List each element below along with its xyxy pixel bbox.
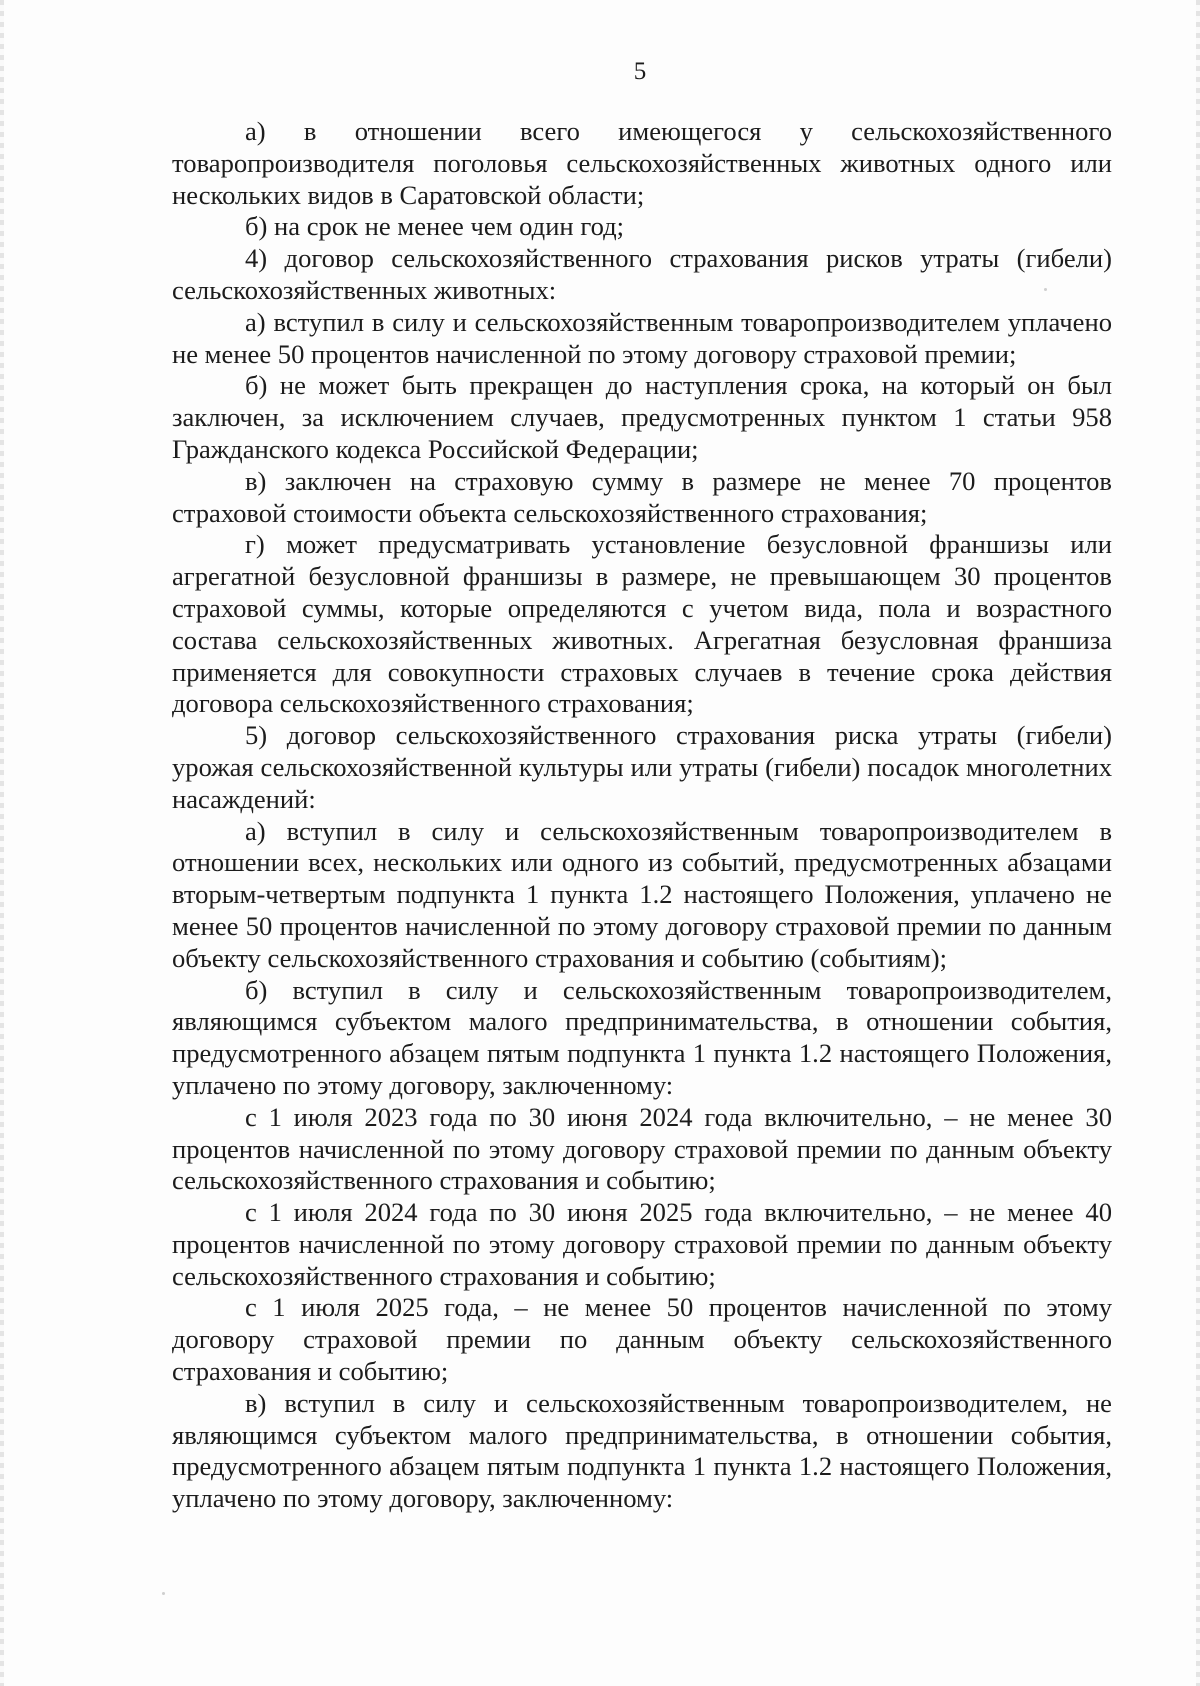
paragraph: с 1 июля 2024 года по 30 июня 2025 года включительно, – не менее 40 процентов начисленной по этому договору страховой премии по данным объекту сельскохозяйственного страхования и событию; [172, 1197, 1112, 1291]
paragraph: с 1 июля 2023 года по 30 июня 2024 года включительно, – не менее 30 процентов начисленной по этому договору страховой премии по данным объекту сельскохозяйственного страхования и событию; [172, 1101, 1112, 1196]
paragraph: а) вступил в силу и сельскохозяйственным товаропроизводителем в отношении всех, нескольких или одного из событий, предусмотренных абзацами вторым-четвертым подпункта 1 пункта 1.2 настоящего Положения, уплачено не менее 50 процентов начисленной по этому договору страховой премии по данным объекту сельскохозяйственного страхования и событию (событиям); [172, 815, 1112, 973]
scan-edge-right [1196, 0, 1200, 1686]
scan-speck [162, 1592, 165, 1595]
paragraph: б) вступил в силу и сельскохозяйственным товаропроизводителем, являющимся субъектом малого предпринимательства, в отношении события, предусмотренного абзацем пятым подпункта 1 пункта 1.2 настоящего Положения, уплачено по этому договору, заключенному: [172, 974, 1112, 1100]
paragraph: 4) договор сельскохозяйственного страхования рисков утраты (гибели) сельскохозяйственных животных: [172, 243, 1112, 305]
paragraph: а) вступил в силу и сельскохозяйственным товаропроизводителем уплачено не менее 50 процентов начисленной по этому договору страховой премии; [172, 306, 1112, 369]
document-body [172, 116, 1112, 1515]
page-number: 5 [633, 58, 647, 85]
scan-speck [1044, 288, 1047, 291]
paragraph: 5) договор сельскохозяйственного страхования риска утраты (гибели) урожая сельскохозяйственной культуры или утраты (гибели) посадок многолетних насаждений: [172, 720, 1112, 814]
paragraph: с 1 июля 2025 года, – не менее 50 процентов начисленной по этому договору страховой премии по данным объекту сельскохозяйственного страхования и событию; [172, 1292, 1112, 1387]
paragraph: г) может предусматривать установление безусловной франшизы или агрегатной безусловной франшизы в размере, не превышающем 30 процентов страховой суммы, которые определяются с учетом вида, пола и возрастного состава сельскохозяйственных животных. Агрегатная безусловная франшиза применяется для совокупности страховых случаев в течение срока действия договора сельскохозяйственного страхования; [172, 529, 1112, 719]
scan-edge-left [0, 0, 4, 1686]
paragraph: в) вступил в силу и сельскохозяйственным товаропроизводителем, не являющимся субъектом малого предпринимательства, в отношении события, предусмотренного абзацем пятым подпункта 1 пункта 1.2 настоящего Положения, уплачено по этому договору, заключенному: [172, 1387, 1112, 1514]
paragraph: а) в отношении всего имеющегося у сельскохозяйственного товаропроизводителя поголовья сельскохозяйственных животных одного или нескольких видов в Саратовской области; [172, 116, 1112, 210]
paragraph: в) заключен на страховую сумму в размере не менее 70 процентов страховой стоимости объекта сельскохозяйственного страхования; [172, 465, 1112, 528]
paragraph: б) на срок не менее чем один год; [245, 211, 625, 242]
paragraph: б) не может быть прекращен до наступления срока, на который он был заключен, за исключением случаев, предусмотренных пунктом 1 статьи 958 Гражданского кодекса Российской Федерации; [172, 370, 1112, 464]
